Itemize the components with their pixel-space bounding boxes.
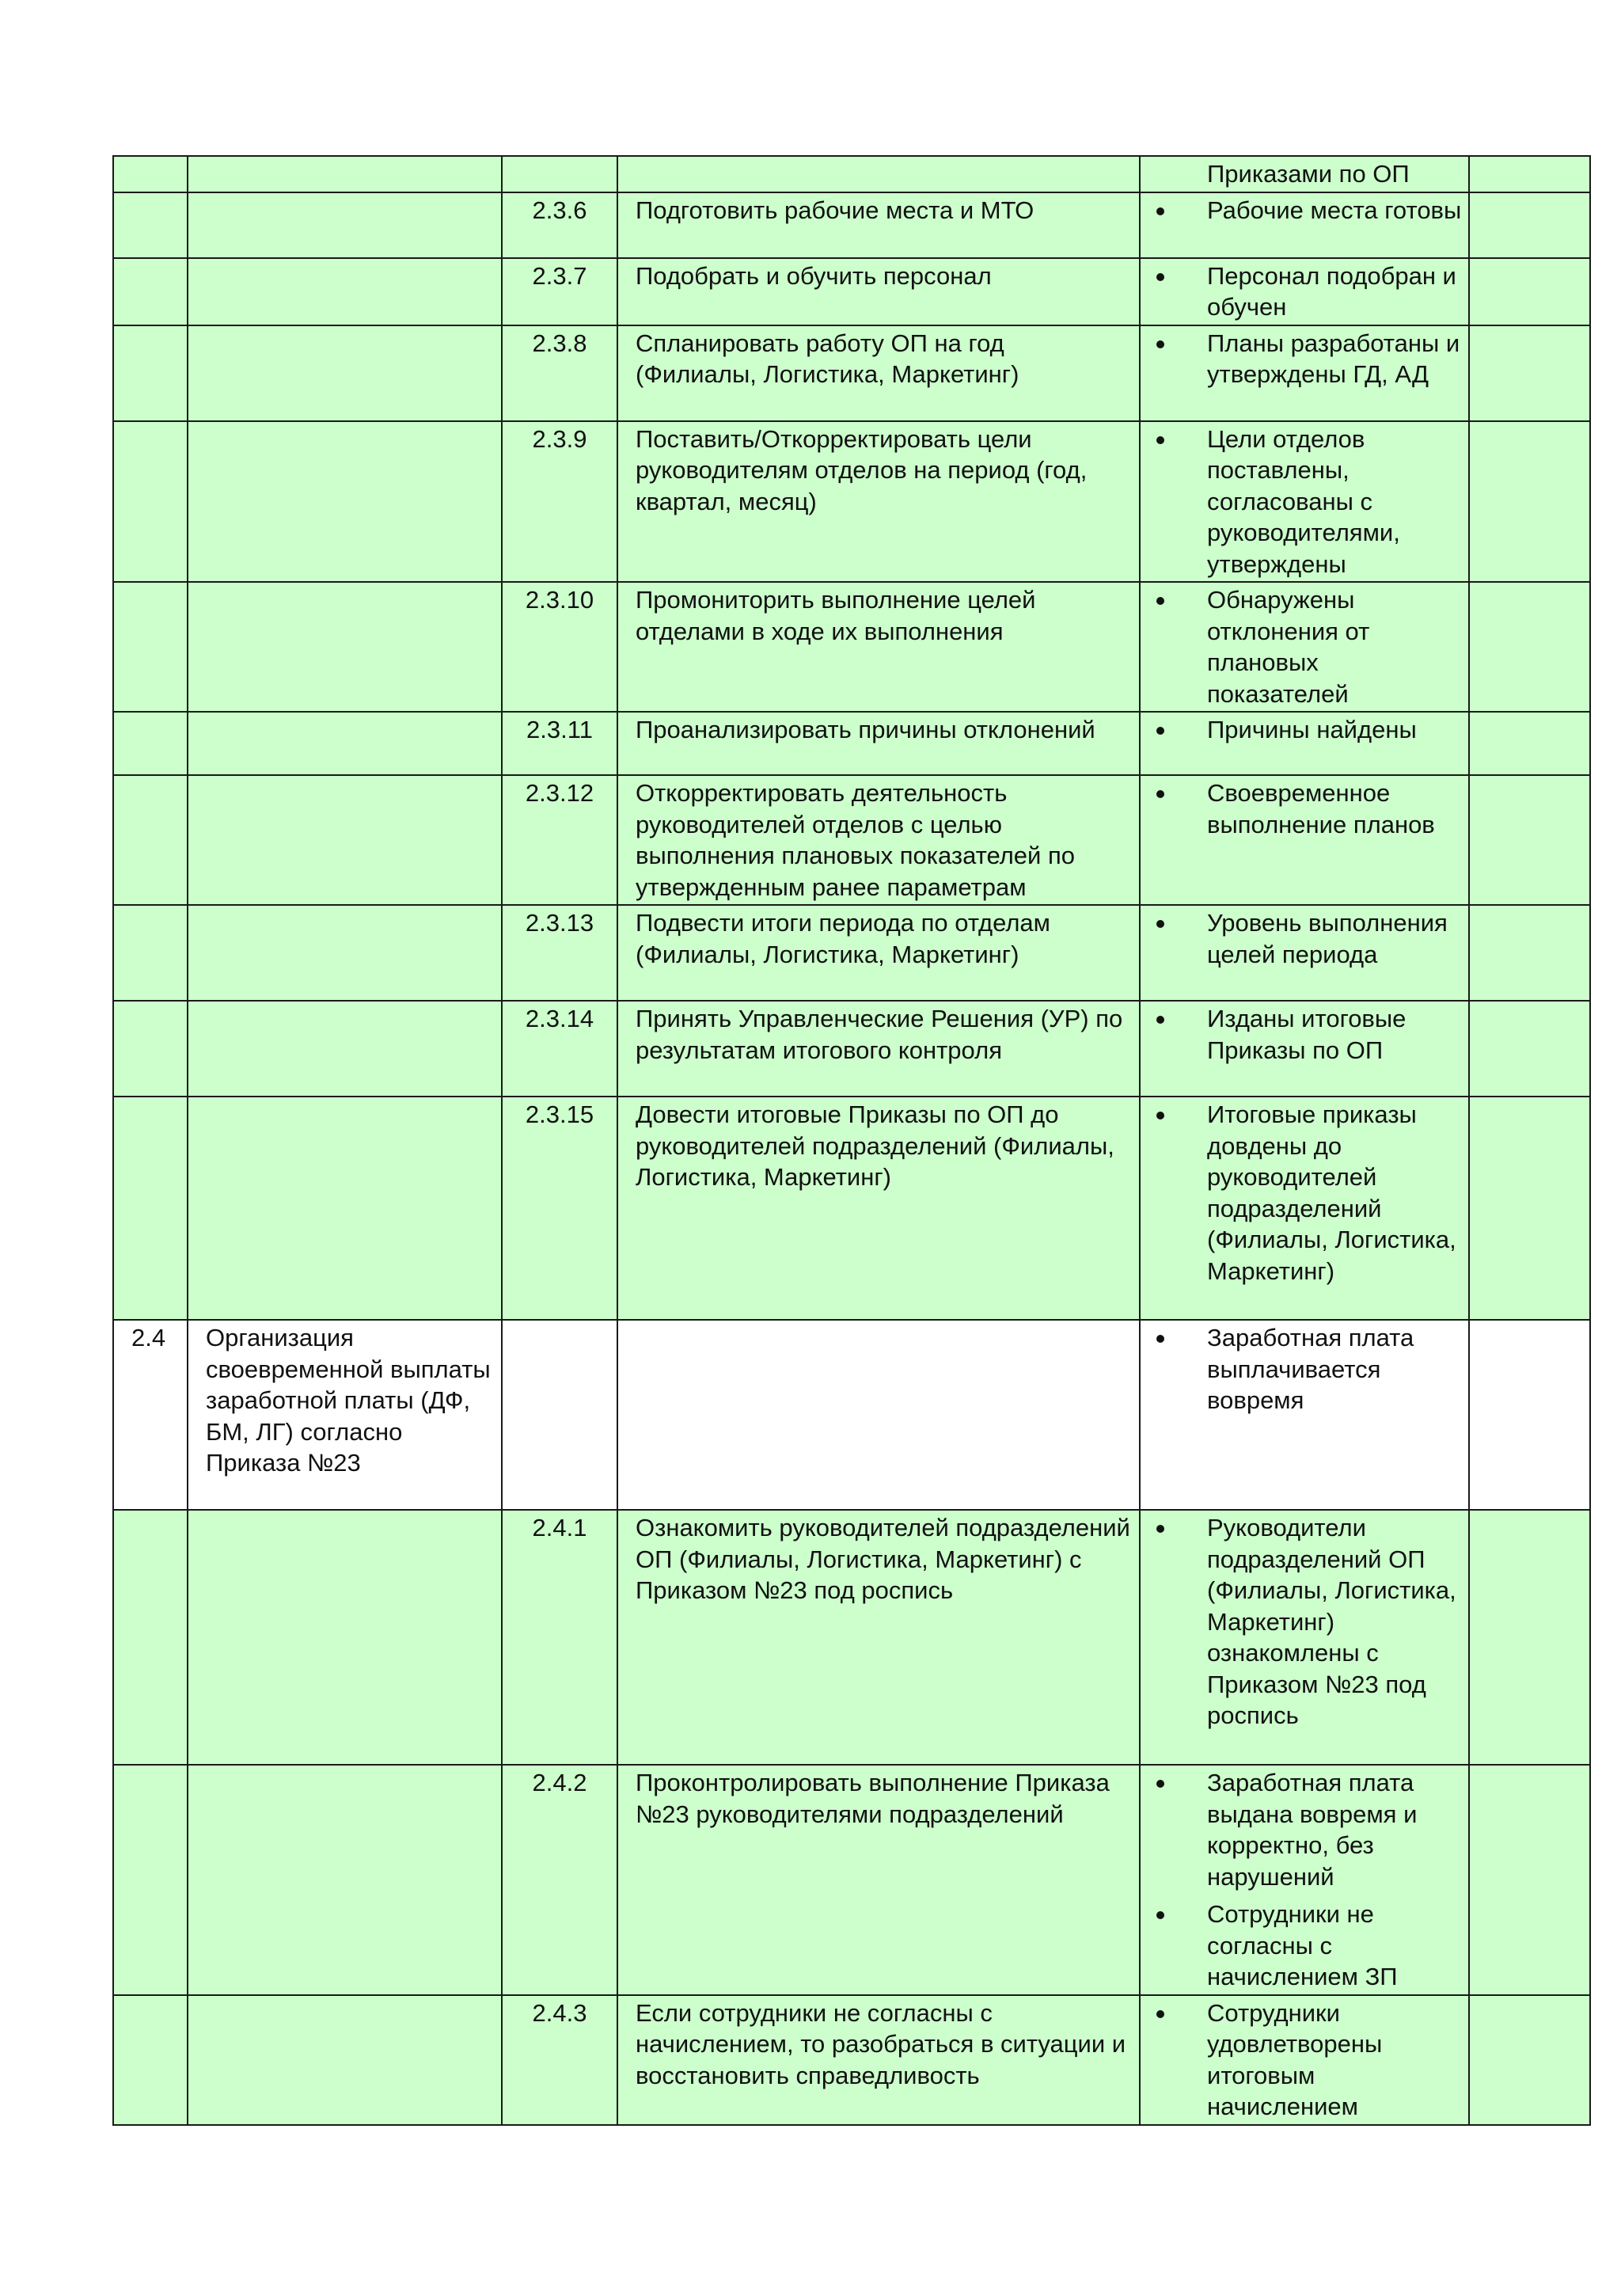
result-continuation: Приказами по ОП [1207,160,1410,188]
row-number-cell [113,775,188,905]
result-item: Обнаружены отклонения от плановых показателей [1141,584,1463,709]
task-description-cell: Спланировать работу ОП на год (Филиалы, Логистика, Маркетинг) [617,325,1140,421]
task-code-cell: 2.3.11 [502,712,617,775]
section-title-cell [188,258,502,325]
task-description-cell: Проанализировать причины отклонений [617,712,1140,775]
result-cell [1140,1001,1469,1097]
result-cell [1140,905,1469,1001]
task-code-cell: 2.3.13 [502,905,617,1001]
task-code-cell: 2.3.6 [502,192,617,258]
task-description-cell: Если сотрудники не согласны с начислением, то разобраться в ситуации и восстановить справедливость [617,1995,1140,2125]
result-item: Заработная плата выдана вовремя и корректно, без нарушений [1141,1767,1463,1892]
section-title-cell [188,1097,502,1320]
empty-cell [1469,1097,1590,1320]
result-cell [1140,1765,1469,1995]
task-code-cell [502,156,617,192]
table-row [113,712,1590,775]
section-title-cell [188,1995,502,2125]
result-item: Уровень выполнения целей периода [1141,907,1463,970]
empty-cell [1469,258,1590,325]
row-number-cell [113,1995,188,2125]
result-cell [1140,582,1469,712]
row-number-cell: 2.4 [113,1320,188,1510]
task-code-cell: 2.4.2 [502,1765,617,1995]
result-item: Своевременное выполнение планов [1141,777,1463,840]
row-number-cell [113,1001,188,1097]
table-row [113,1765,1590,1995]
result-list [1141,195,1463,226]
result-list [1141,424,1463,580]
task-code-cell: 2.3.7 [502,258,617,325]
table-row [113,192,1590,258]
task-code-cell: 2.4.3 [502,1995,617,2125]
result-list [1141,1322,1463,1416]
empty-cell [1469,905,1590,1001]
result-item: Рабочие места готовы [1141,195,1463,226]
row-number-cell [113,905,188,1001]
task-code-cell: 2.3.9 [502,421,617,583]
task-code-cell: 2.3.12 [502,775,617,905]
result-item: Сотрудники удовлетворены итоговым начислением [1141,1998,1463,2123]
empty-cell [1469,1765,1590,1995]
result-cell [1140,421,1469,583]
section-title-cell [188,712,502,775]
table-row [113,775,1590,905]
row-number-cell [113,258,188,325]
table-row [113,258,1590,325]
result-item: Заработная плата выплачивается вовремя [1141,1322,1463,1416]
empty-cell [1469,1320,1590,1510]
task-description-cell [617,156,1140,192]
task-description-cell: Подвести итоги периода по отделам (Филиалы, Логистика, Маркетинг) [617,905,1140,1001]
table-row [113,1510,1590,1765]
result-cell [1140,325,1469,421]
task-code-cell: 2.3.8 [502,325,617,421]
table-row [113,1097,1590,1320]
section-title-cell [188,905,502,1001]
section-title-cell [188,1001,502,1097]
section-title-cell: Организация своевременной выплаты заработной платы (ДФ, БМ, ЛГ) согласно Приказа №23 [188,1320,502,1510]
result-cell [1140,156,1469,192]
empty-cell [1469,775,1590,905]
table-row [113,1001,1590,1097]
row-number-cell [113,192,188,258]
row-number-cell [113,1510,188,1765]
result-item: Планы разработаны и утверждены ГД, АД [1141,328,1463,390]
result-list [1141,584,1463,709]
result-cell [1140,1320,1469,1510]
empty-cell [1469,325,1590,421]
task-code-cell: 2.3.14 [502,1001,617,1097]
section-title-cell [188,325,502,421]
result-list [1141,260,1463,323]
row-number-cell [113,1097,188,1320]
task-description-cell: Промониторить выполнение целей отделами в ходе их выполнения [617,582,1140,712]
task-description-cell: Поставить/Откорректировать цели руководителям отделов на период (год, квартал, месяц) [617,421,1140,583]
task-description-cell: Подготовить рабочие места и МТО [617,192,1140,258]
result-cell [1140,1995,1469,2125]
result-list [1141,328,1463,390]
row-number-cell [113,712,188,775]
row-number-cell [113,421,188,583]
table-row [113,421,1590,583]
task-description-cell: Проконтролировать выполнение Приказа №23 руководителями подразделений [617,1765,1140,1995]
result-list [1141,1998,1463,2123]
table-row [113,325,1590,421]
result-item: Сотрудники не согласны с начислением ЗП [1141,1899,1463,1993]
result-item: Персонал подобран и обучен [1141,260,1463,323]
result-list [1141,777,1463,840]
section-title-cell [188,1765,502,1995]
result-item: Итоговые приказы довдены до руководителей подразделений (Филиалы, Логистика, Маркетинг) [1141,1099,1463,1287]
empty-cell [1469,156,1590,192]
result-cell [1140,192,1469,258]
task-description-cell: Подобрать и обучить персонал [617,258,1140,325]
section-title-cell [188,421,502,583]
result-item: Руководители подразделений ОП (Филиалы, Логистика, Маркетинг) ознакомлены с Приказом №23 под роспись [1141,1512,1463,1732]
table-row [113,1320,1590,1510]
empty-cell [1469,192,1590,258]
result-list [1141,1099,1463,1287]
result-item: Цели отделов поставлены, согласованы с руководителями, утверждены [1141,424,1463,580]
table-row [113,1995,1590,2125]
table-row [113,905,1590,1001]
empty-cell [1469,1995,1590,2125]
result-cell [1140,258,1469,325]
empty-cell [1469,712,1590,775]
row-number-cell [113,1765,188,1995]
result-cell [1140,1097,1469,1320]
result-item: Изданы итоговые Приказы по ОП [1141,1003,1463,1066]
result-cell [1140,775,1469,905]
result-list [1141,1767,1463,1993]
result-list [1141,714,1463,746]
result-list [1141,907,1463,970]
section-title-cell [188,156,502,192]
result-list [1141,1003,1463,1066]
task-description-cell: Принять Управленческие Решения (УР) по результатам итогового контроля [617,1001,1140,1097]
task-description-cell: Откорректировать деятельность руководителей отделов с целью выполнения плановых показателей по утвержденным ранее параметрам [617,775,1140,905]
result-cell [1140,712,1469,775]
task-description-cell: Ознакомить руководителей подразделений ОП (Филиалы, Логистика, Маркетинг) с Приказом №23 под роспись [617,1510,1140,1765]
task-code-cell [502,1320,617,1510]
task-code-cell: 2.3.10 [502,582,617,712]
result-item: Причины найдены [1141,714,1463,746]
empty-cell [1469,1001,1590,1097]
row-number-cell [113,156,188,192]
plan-table [112,155,1591,2126]
section-title-cell [188,775,502,905]
row-number-cell [113,325,188,421]
result-cell [1140,1510,1469,1765]
empty-cell [1469,1510,1590,1765]
task-code-cell: 2.3.15 [502,1097,617,1320]
row-number-cell [113,582,188,712]
task-description-cell [617,1320,1140,1510]
table-row [113,582,1590,712]
section-title-cell [188,192,502,258]
table-row [113,156,1590,192]
task-code-cell: 2.4.1 [502,1510,617,1765]
empty-cell [1469,421,1590,583]
section-title-cell [188,1510,502,1765]
result-list [1141,1512,1463,1732]
empty-cell [1469,582,1590,712]
task-description-cell: Довести итоговые Приказы по ОП до руководителей подразделений (Филиалы, Логистика, Маркетинг) [617,1097,1140,1320]
section-title-cell [188,582,502,712]
